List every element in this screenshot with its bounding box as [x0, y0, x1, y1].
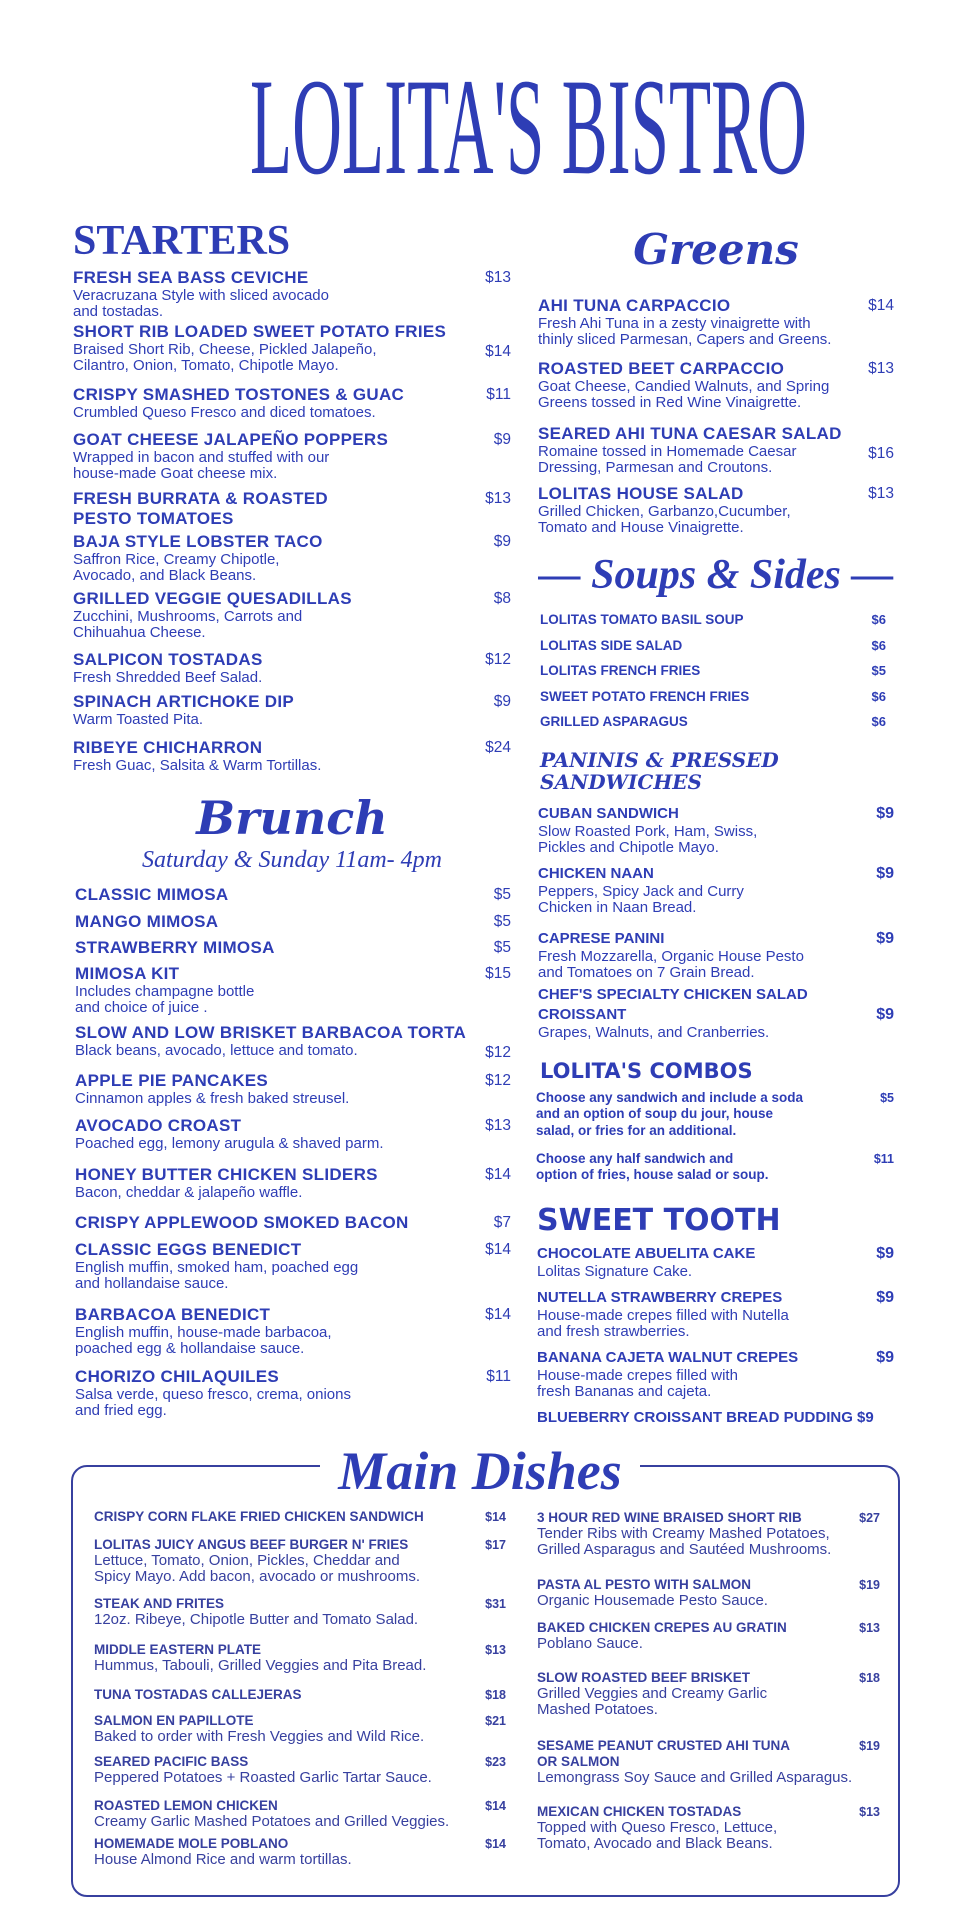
menu-item-price: $19 — [859, 1578, 880, 1592]
menu-item — [538, 929, 894, 980]
menu-item-description: Grilled Veggies and Creamy Garlic — [537, 1685, 768, 1702]
menu-item-price: $17 — [485, 1538, 506, 1552]
menu-item-price: $14 — [485, 343, 511, 360]
menu-item-description: and an option of soup du jour, house — [536, 1106, 773, 1122]
menu-item-name: GOAT CHEESE JALAPEÑO POPPERS — [73, 430, 389, 449]
menu-item — [73, 322, 511, 373]
menu-item-name: SWEET POTATO FRENCH FRIES — [540, 689, 750, 704]
menu-item-price: $21 — [485, 1714, 506, 1728]
menu-item-description: Chicken in Naan Bread. — [538, 898, 697, 916]
menu-item — [94, 1537, 506, 1584]
menu-item-name: APPLE PIE PANCAKES — [75, 1071, 269, 1090]
menu-item-name: MANGO MIMOSA — [75, 912, 219, 931]
menu-item — [75, 1071, 511, 1107]
menu-item-price: $9 — [493, 533, 511, 550]
menu-item-price: $9 — [876, 1349, 894, 1366]
menu-item — [75, 912, 511, 932]
menu-item-name: HONEY BUTTER CHICKEN SLIDERS — [75, 1165, 378, 1184]
menu-item-description: Zucchini, Mushrooms, Carrots and — [73, 608, 303, 625]
menu-item-price: $14 — [485, 1799, 506, 1813]
menu-item-price: $11 — [873, 1151, 894, 1166]
menu-item — [537, 1620, 880, 1652]
menu-item-description: option of fries, house salad or soup. — [536, 1167, 769, 1183]
starters-heading: STARTERS — [73, 218, 291, 264]
menu-item-price: $13 — [485, 1643, 506, 1657]
menu-item-price: $9 — [493, 693, 511, 710]
restaurant-title: LOLITA'S BISTRO — [250, 50, 807, 203]
paninis-heading: PANINIS & PRESSED SANDWICHES — [540, 748, 779, 794]
menu-item-description: Baked to order with Fresh Veggies and Wild Rice. — [94, 1728, 425, 1745]
menu-item — [75, 964, 511, 1015]
menu-item-price: $12 — [485, 651, 511, 668]
menu-item — [75, 1240, 511, 1291]
menu-item-description: House-made crepes filled with Nutella — [537, 1307, 789, 1324]
menu-item-name: LOLITAS SIDE SALAD — [540, 638, 683, 653]
menu-item — [538, 864, 894, 915]
menu-item-name: CHEF'S SPECIALTY CHICKEN SALAD CROISSANT — [538, 986, 808, 1023]
menu-item-name: SALPICON TOSTADAS — [73, 650, 263, 669]
menu-item — [75, 1213, 511, 1233]
menu-item-name: FRESH BURRATA & ROASTED PESTO TOMATOES — [73, 489, 328, 528]
menu-item-description: Fresh Ahi Tuna in a zesty vinaigrette with — [538, 315, 811, 332]
menu-item-price: $6 — [871, 689, 886, 704]
menu-item-name: STEAK AND FRITES — [94, 1596, 225, 1611]
menu-item — [75, 938, 511, 958]
menu-item — [73, 532, 511, 583]
menu-item — [537, 1244, 894, 1280]
menu-item — [75, 1165, 511, 1201]
menu-item-price: $14 — [485, 1510, 506, 1524]
menu-item-price: $24 — [485, 739, 511, 756]
menu-item-description: Grapes, Walnuts, and Cranberries. — [538, 1024, 770, 1041]
menu-item — [94, 1642, 506, 1674]
menu-item-name: MIDDLE EASTERN PLATE — [94, 1642, 262, 1657]
menu-item-description: Dressing, Parmesan and Croutons. — [538, 458, 773, 476]
menu-item-name: SLOW AND LOW BRISKET BARBACOA TORTA — [75, 1023, 467, 1042]
menu-item-price: $14 — [868, 297, 894, 314]
menu-item-description: Pickles and Chipotle Mayo. — [538, 838, 719, 856]
menu-item-price: $9 — [876, 865, 894, 882]
menu-item-name: AVOCADO CROAST — [75, 1116, 242, 1135]
menu-item-name: SEARED AHI TUNA CAESAR SALAD — [538, 424, 842, 443]
menu-item-description: Fresh Guac, Salsita & Warm Tortillas. — [73, 757, 322, 774]
menu-item — [94, 1754, 506, 1786]
menu-item — [75, 1116, 511, 1152]
menu-item-description: Tomato and House Vinaigrette. — [538, 518, 744, 536]
menu-item-name: LOLITAS JUICY ANGUS BEEF BURGER N' FRIES — [94, 1537, 409, 1552]
menu-item-price: $5 — [493, 886, 511, 903]
menu-item-price: $9 — [876, 1289, 894, 1306]
menu-item-description: thinly sliced Parmesan, Capers and Greens. — [538, 330, 832, 348]
menu-item-description: and fried egg. — [75, 1401, 167, 1419]
menu-item-name: BANANA CAJETA WALNUT CREPES — [537, 1349, 799, 1366]
menu-item-name: PASTA AL PESTO WITH SALMON — [537, 1577, 752, 1592]
menu-item-price: $12 — [485, 1044, 511, 1061]
menu-item-name: HOMEMADE MOLE POBLANO — [94, 1836, 289, 1851]
menu-item-description: and Tomatoes on 7 Grain Bread. — [538, 963, 755, 981]
menu-item-name: FRESH SEA BASS CEVICHE — [73, 268, 309, 287]
menu-item-name: LOLITAS FRENCH FRIES — [540, 663, 701, 678]
menu-item — [537, 1804, 880, 1851]
menu-item — [537, 1510, 880, 1557]
menu-item-name: LOLITAS TOMATO BASIL SOUP — [540, 612, 744, 627]
menu-item-description: Includes champagne bottle — [75, 983, 255, 1000]
menu-item-name: BARBACOA BENEDICT — [75, 1305, 271, 1324]
menu-item-description: Choose any half sandwich and — [536, 1150, 734, 1166]
menu-item-description: Poblano Sauce. — [537, 1635, 643, 1652]
menu-item-price: $5 — [880, 1090, 894, 1105]
menu-item-description: House Almond Rice and warm tortillas. — [94, 1851, 352, 1868]
menu-item — [537, 1670, 880, 1717]
menu-item-description: Warm Toasted Pita. — [73, 711, 204, 728]
menu-item-price: $5 — [871, 663, 886, 678]
menu-item-name: RIBEYE CHICHARRON — [73, 738, 263, 757]
menu-item-description: Spicy Mayo. Add bacon, avocado or mushrooms. — [94, 1567, 421, 1585]
menu-item-description: Lemongrass Soy Sauce and Grilled Asparagus. — [537, 1769, 853, 1786]
menu-item-price: $7 — [493, 1214, 511, 1231]
menu-item-price: $9 — [876, 805, 894, 822]
menu-item — [537, 1577, 880, 1609]
menu-item-description: house-made Goat cheese mix. — [73, 464, 278, 482]
menu-item-description: Fresh Mozzarella, Organic House Pesto — [538, 948, 804, 965]
menu-item-description: Crumbled Queso Fresco and diced tomatoes. — [73, 404, 376, 421]
menu-item-price: $27 — [859, 1511, 880, 1525]
menu-item — [540, 714, 886, 730]
menu-item-price: $6 — [871, 612, 886, 627]
menu-item-description: Cilantro, Onion, Tomato, Chipotle Mayo. — [73, 356, 339, 374]
menu-item-price: $6 — [871, 714, 886, 729]
greens-heading: Greens — [633, 225, 799, 274]
menu-item-name: GRILLED VEGGIE QUESADILLAS — [73, 589, 352, 608]
menu-item-name: CRISPY SMASHED TOSTONES & GUAC — [73, 385, 405, 404]
menu-item-description: Tender Ribs with Creamy Mashed Potatoes, — [537, 1525, 830, 1542]
menu-item-description: Slow Roasted Pork, Ham, Swiss, — [538, 823, 758, 840]
menu-item-price: $9 — [493, 431, 511, 448]
menu-item-name: SALMON EN PAPILLOTE — [94, 1713, 254, 1728]
menu-item-description: Cinnamon apples & fresh baked streusel. — [75, 1090, 350, 1107]
menu-item — [73, 489, 511, 529]
menu-item — [538, 484, 894, 535]
menu-item-description: Fresh Shredded Beef Salad. — [73, 669, 263, 686]
menu-item-price: $9 — [876, 930, 894, 947]
menu-item-description: Tomato, Avocado and Black Beans. — [537, 1834, 773, 1852]
menu-item-name: CLASSIC MIMOSA — [75, 885, 229, 904]
menu-item-name: BLUEBERRY CROISSANT BREAD PUDDING $9 — [537, 1409, 874, 1426]
menu-item-price: $13 — [859, 1805, 880, 1819]
menu-item-name: ROASTED BEET CARPACCIO — [538, 359, 785, 378]
menu-item-description: Peppered Potatoes + Roasted Garlic Tartar Sauce. — [94, 1769, 432, 1786]
menu-item-description: Black beans, avocado, lettuce and tomato. — [75, 1042, 358, 1059]
menu-item-description: fresh Bananas and cajeta. — [537, 1382, 712, 1400]
menu-item-name: LOLITAS HOUSE SALAD — [538, 484, 744, 503]
menu-item-description: Wrapped in bacon and stuffed with our — [73, 449, 330, 466]
menu-item-price: $14 — [485, 1837, 506, 1851]
menu-item-price: $12 — [485, 1072, 511, 1089]
menu-item-name: STRAWBERRY MIMOSA — [75, 938, 275, 957]
menu-item-description: salad, or fries for an additional. — [536, 1122, 737, 1138]
menu-item-price: $5 — [493, 939, 511, 956]
menu-item — [537, 1408, 894, 1428]
menu-item-name: CHORIZO CHILAQUILES — [75, 1367, 280, 1386]
menu-item-description: Goat Cheese, Candied Walnuts, and Spring — [538, 378, 830, 395]
menu-item-price: $13 — [485, 490, 511, 507]
sweet-tooth-heading: SWEET TOOTH — [537, 1203, 781, 1238]
menu-item — [94, 1596, 506, 1628]
menu-item — [73, 385, 511, 421]
main-dishes-heading: Main Dishes — [320, 1440, 640, 1502]
menu-item-description: 12oz. Ribeye, Chipotle Butter and Tomato Salad. — [94, 1611, 419, 1628]
menu-item — [94, 1836, 506, 1868]
menu-item — [73, 692, 511, 728]
menu-item-description: Hummus, Tabouli, Grilled Veggies and Pita Bread. — [94, 1657, 427, 1674]
menu-item-name: SPINACH ARTICHOKE DIP — [73, 692, 295, 711]
menu-item — [94, 1798, 506, 1830]
menu-item-name: SHORT RIB LOADED SWEET POTATO FRIES — [73, 322, 447, 341]
menu-item — [538, 296, 894, 347]
menu-item — [94, 1509, 506, 1525]
menu-item-name: SEARED PACIFIC BASS — [94, 1754, 249, 1769]
menu-item-price: $31 — [485, 1597, 506, 1611]
menu-item-description: Poached egg, lemony arugula & shaved parm. — [75, 1135, 384, 1152]
menu-item-price: $14 — [485, 1166, 511, 1183]
menu-item — [536, 1151, 894, 1184]
brunch-hours: Saturday & Sunday 11am- 4pm — [142, 847, 442, 873]
menu-item-description: Mashed Potatoes. — [537, 1700, 658, 1718]
menu-item-price: $14 — [485, 1241, 511, 1258]
menu-item-description: Creamy Garlic Mashed Potatoes and Grilled Veggies. — [94, 1813, 450, 1830]
menu-item-name: CUBAN SANDWICH — [538, 805, 679, 822]
menu-item — [538, 424, 894, 475]
menu-item — [537, 1288, 894, 1339]
menu-item-description: and fresh strawberries. — [537, 1322, 690, 1340]
menu-item — [73, 738, 511, 774]
menu-item-name: CRISPY APPLEWOOD SMOKED BACON — [75, 1213, 409, 1232]
menu-item-name: TUNA TOSTADAS CALLEJERAS — [94, 1687, 302, 1702]
menu-item-description: Chihuahua Cheese. — [73, 623, 206, 641]
menu-item-name: BAJA STYLE LOBSTER TACO — [73, 532, 323, 551]
menu-item-price: $13 — [868, 360, 894, 377]
menu-item-description: Saffron Rice, Creamy Chipotle, — [73, 551, 280, 568]
menu-item — [75, 1023, 511, 1059]
menu-item-description: Salsa verde, queso fresco, crema, onions — [75, 1386, 351, 1403]
menu-item-description: Lolitas Signature Cake. — [537, 1263, 693, 1280]
menu-item — [537, 1738, 880, 1786]
menu-item-description: Organic Housemade Pesto Sauce. — [537, 1592, 768, 1609]
brunch-heading: Brunch — [196, 791, 388, 845]
menu-item-name: CHOCOLATE ABUELITA CAKE — [537, 1245, 756, 1262]
menu-item-price: $23 — [485, 1755, 506, 1769]
menu-item — [94, 1687, 506, 1703]
menu-item-description: Veracruzana Style with sliced avocado — [73, 287, 329, 304]
menu-item-name: NUTELLA STRAWBERRY CREPES — [537, 1289, 783, 1306]
menu-item-price: $13 — [859, 1621, 880, 1635]
menu-item-price: $16 — [868, 445, 894, 462]
menu-item-description: English muffin, smoked ham, poached egg — [75, 1259, 359, 1276]
menu-item-description: Topped with Queso Fresco, Lettuce, — [537, 1819, 778, 1836]
menu-item-name: CHICKEN NAAN — [538, 865, 654, 882]
menu-item-price: $11 — [486, 386, 511, 403]
menu-item — [73, 268, 511, 319]
menu-item-name: CLASSIC EGGS BENEDICT — [75, 1240, 302, 1259]
menu-item-description: and hollandaise sauce. — [75, 1274, 229, 1292]
menu-item-price: $13 — [868, 485, 894, 502]
menu-item-price: $5 — [493, 913, 511, 930]
menu-item-price: $19 — [859, 1739, 880, 1753]
menu-item — [94, 1713, 506, 1745]
menu-item-name: SESAME PEANUT CRUSTED AHI TUNA OR SALMON — [537, 1738, 790, 1769]
menu-item-description: English muffin, house-made barbacoa, — [75, 1324, 332, 1341]
menu-item-price: $14 — [485, 1306, 511, 1323]
menu-item — [73, 430, 511, 481]
menu-item-name: SLOW ROASTED BEEF BRISKET — [537, 1670, 751, 1685]
menu-item-price: $13 — [485, 1117, 511, 1134]
menu-item — [538, 985, 894, 1041]
menu-item-description: Greens tossed in Red Wine Vinaigrette. — [538, 393, 802, 411]
menu-item — [540, 663, 886, 679]
menu-item-description: House-made crepes filled with — [537, 1367, 738, 1384]
menu-item — [75, 1367, 511, 1418]
menu-item-description: Lettuce, Tomato, Onion, Pickles, Cheddar and — [94, 1552, 400, 1569]
menu-item — [75, 885, 511, 905]
menu-item — [540, 689, 886, 705]
menu-item-price: $9 — [876, 1006, 894, 1023]
menu-item — [73, 650, 511, 686]
menu-item-price: $15 — [485, 965, 511, 982]
menu-item-name: 3 HOUR RED WINE BRAISED SHORT RIB — [537, 1510, 802, 1525]
menu-item-description: Braised Short Rib, Cheese, Pickled Jalapeño, — [73, 341, 377, 358]
menu-item-description: Grilled Asparagus and Sautéed Mushrooms. — [537, 1540, 832, 1558]
menu-item-price: $11 — [486, 1368, 511, 1385]
menu-item-name: MIMOSA KIT — [75, 964, 180, 983]
menu-item-description: and tostadas. — [73, 302, 164, 320]
menu-item-name: MEXICAN CHICKEN TOSTADAS — [537, 1804, 742, 1819]
menu-item — [540, 638, 886, 654]
menu-item-price: $9 — [876, 1245, 894, 1262]
menu-item-price: $8 — [493, 590, 511, 607]
menu-item-name: BAKED CHICKEN CREPES AU GRATIN — [537, 1620, 787, 1635]
menu-item — [540, 612, 886, 628]
menu-item — [538, 804, 894, 855]
menu-item-price: $18 — [859, 1671, 880, 1685]
menu-item-price: $13 — [485, 269, 511, 286]
menu-item-name: CAPRESE PANINI — [538, 930, 665, 947]
menu-item-description: Peppers, Spicy Jack and Curry — [538, 883, 744, 900]
menu-item-description: Choose any sandwich and include a soda — [536, 1089, 804, 1105]
menu-item-name: CRISPY CORN FLAKE FRIED CHICKEN SANDWICH — [94, 1509, 424, 1524]
menu-item-description: and choice of juice . — [75, 998, 208, 1016]
menu-item-description: Avocado, and Black Beans. — [73, 566, 257, 584]
soups-heading: — Soups & Sides — — [538, 552, 894, 598]
menu-item-price: $6 — [871, 638, 886, 653]
menu-item-name: ROASTED LEMON CHICKEN — [94, 1798, 278, 1813]
menu-item-name: GRILLED ASPARAGUS — [540, 714, 688, 729]
combos-heading: LOLITA'S COMBOS — [540, 1059, 753, 1083]
menu-item-price: $18 — [485, 1688, 506, 1702]
menu-item — [75, 1305, 511, 1356]
menu-item — [537, 1348, 894, 1399]
menu-item — [73, 589, 511, 640]
menu-item — [536, 1090, 894, 1140]
menu-item-description: Grilled Chicken, Garbanzo,Cucumber, — [538, 503, 791, 520]
menu-item-name: AHI TUNA CARPACCIO — [538, 296, 731, 315]
menu-item — [538, 359, 894, 410]
menu-item-description: Romaine tossed in Homemade Caesar — [538, 443, 797, 460]
menu-item-description: Bacon, cheddar & jalapeño waffle. — [75, 1184, 303, 1201]
menu-item-description: poached egg & hollandaise sauce. — [75, 1339, 305, 1357]
